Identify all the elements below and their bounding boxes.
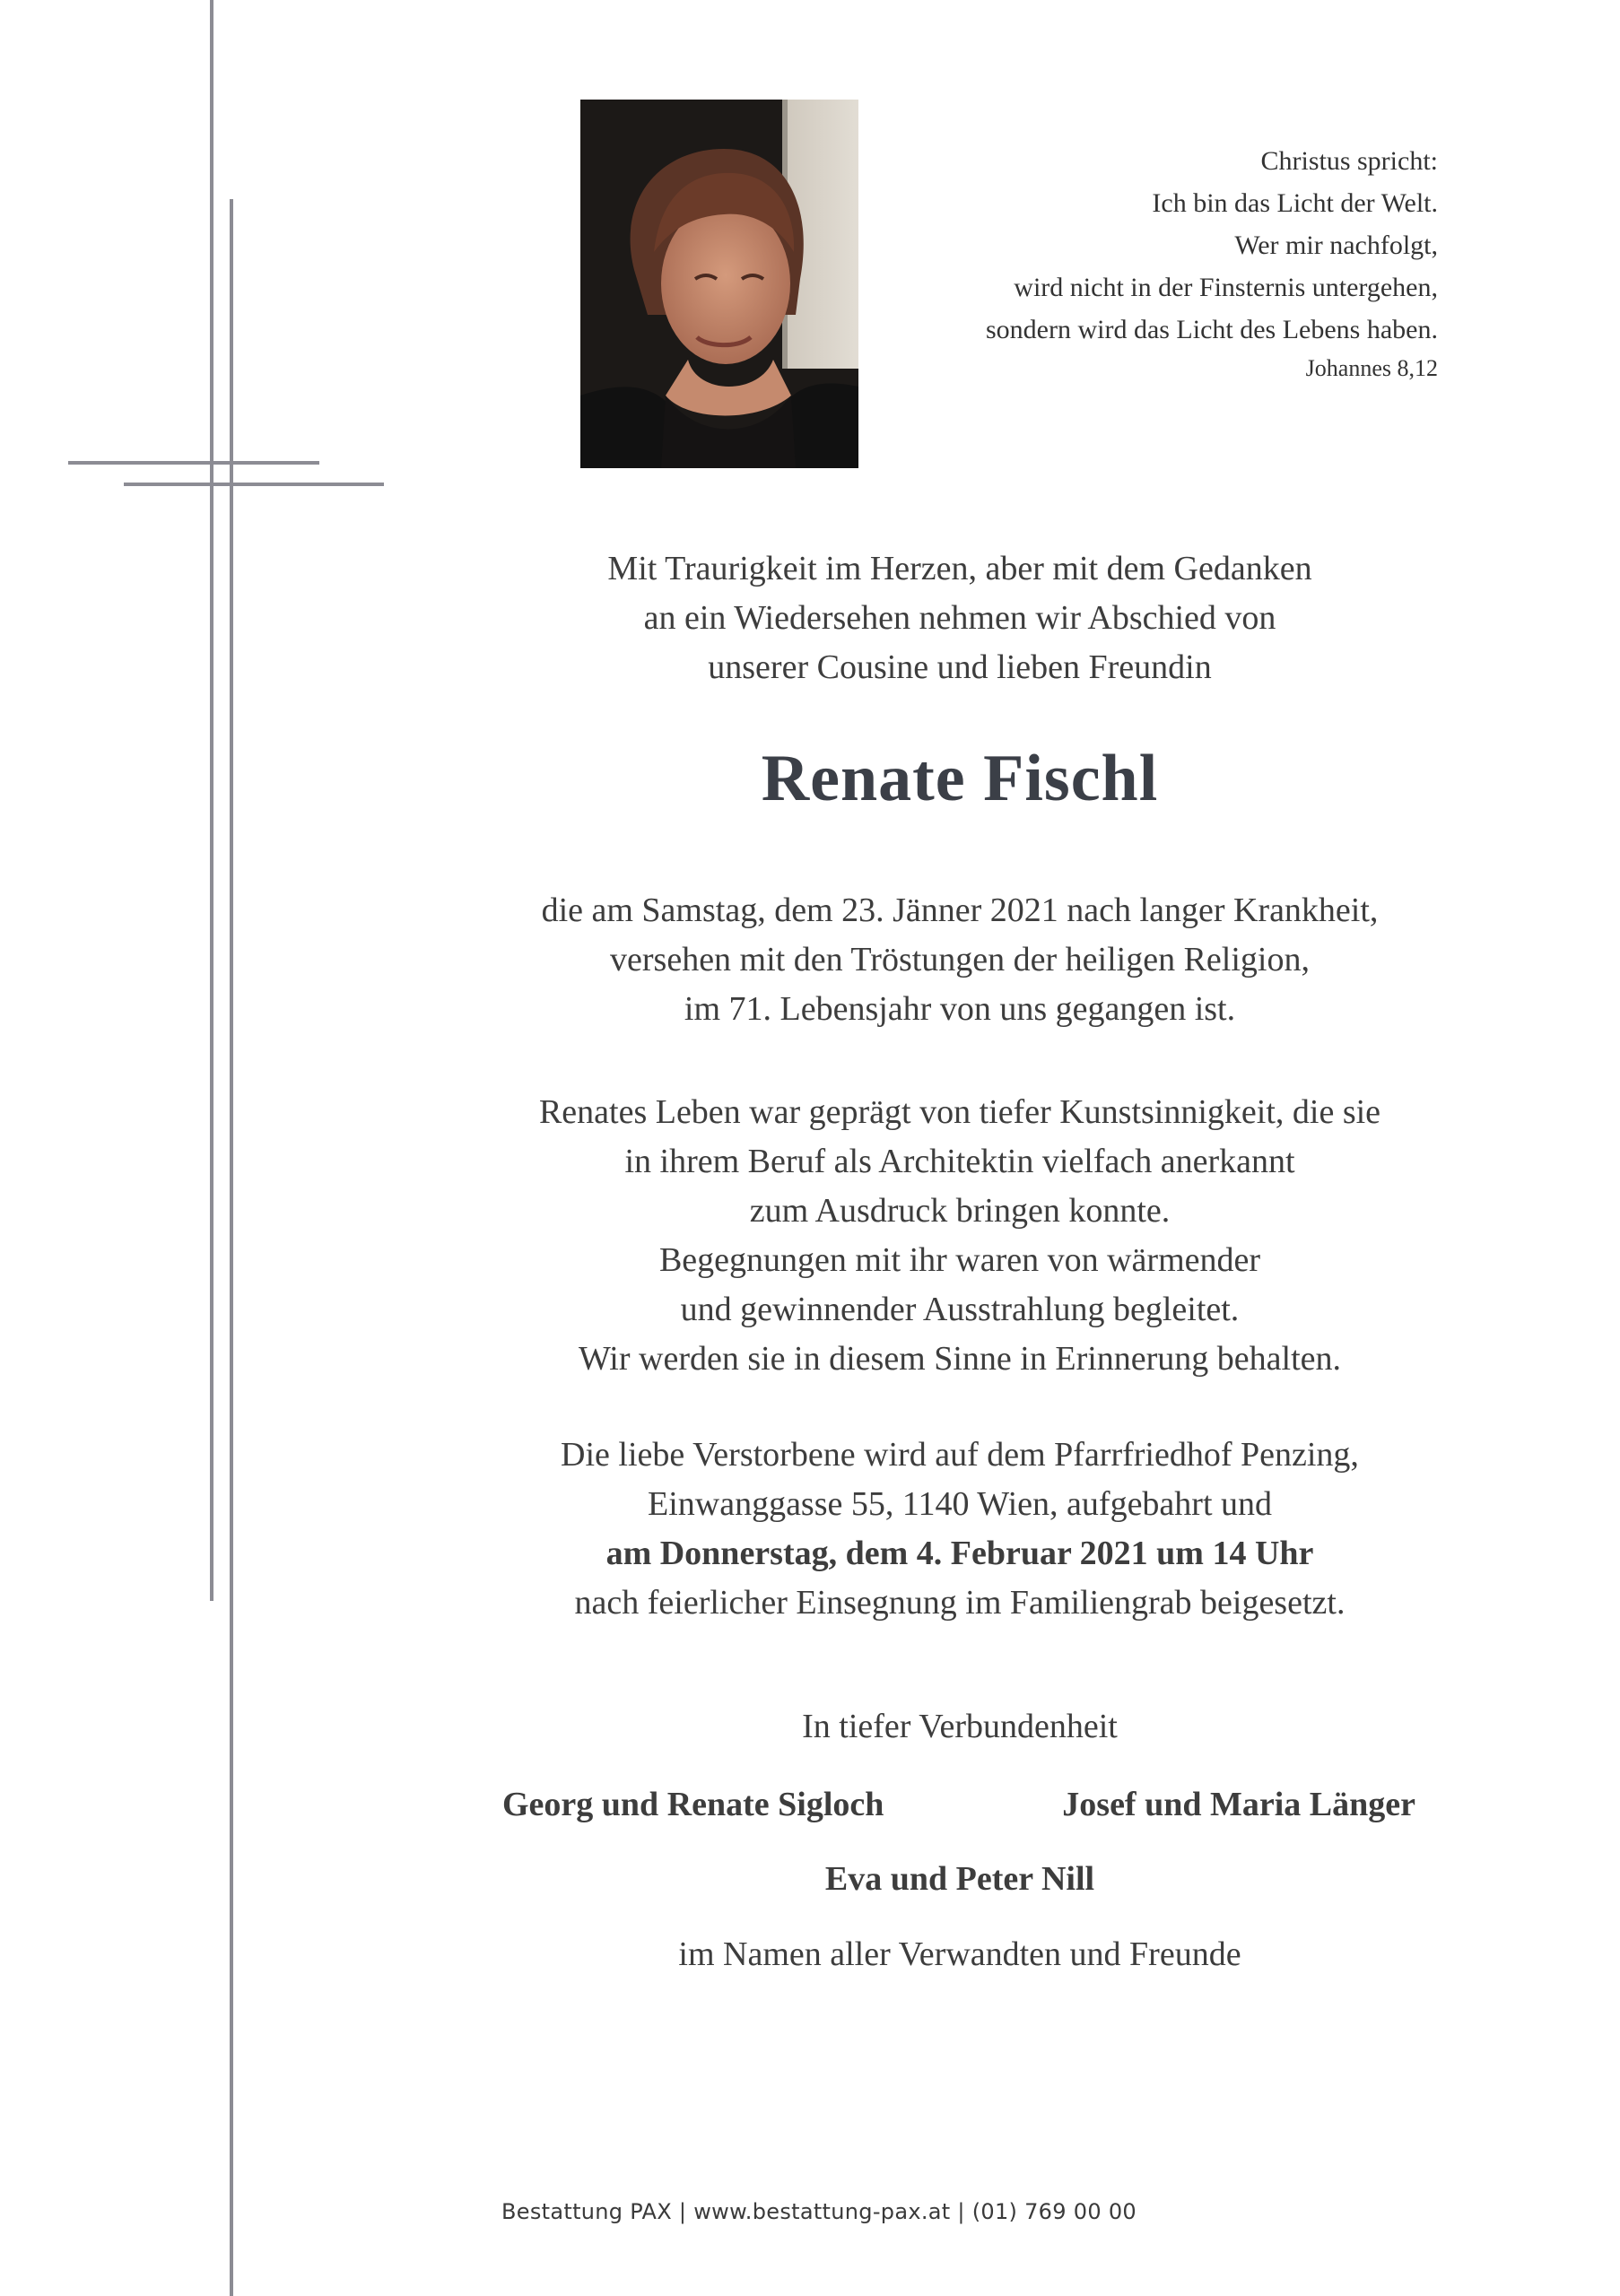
death-notice [422,886,1498,1034]
verse-line: Ich bin das Licht der Welt. [1152,188,1438,218]
burial-info [422,1431,1498,1628]
tribute-line: Begegnungen mit ihr waren von wärmender [658,1241,1261,1279]
verse-line: Wer mir nachfolgt, [1234,230,1438,260]
burial-date: am Donnerstag, dem 4. Februar 2021 um 14 Uhr [605,1535,1314,1572]
tribute-line: in ihrem Beruf als Architektin vielfach anerkannt [624,1143,1295,1180]
death-notice-line: versehen mit den Tröstungen der heiligen Religion, [610,941,1310,978]
intro-line: Mit Traurigkeit im Herzen, aber mit dem Gedanken [607,550,1312,587]
cross-vertical-line-offset [230,199,233,2296]
verse-reference: Johannes 8,12 [1305,355,1438,381]
verse-line: sondern wird das Licht des Lebens haben. [985,315,1438,344]
signatory: Eva und Peter Nill [824,1860,1095,1898]
cross-horizontal-line [68,461,319,465]
footer-contact: Bestattung PAX | www.bestattung-pax.at | (01) 769 00 00 [501,2199,1137,2224]
burial-line: nach feierlicher Einsegnung im Familiengrab beigesetzt. [574,1584,1346,1622]
bible-verse [810,140,1438,387]
closing-phrase: In tiefer Verbundenheit [802,1708,1118,1745]
intro-text [422,544,1498,692]
cross-vertical-line [210,0,213,1601]
family-line: im Namen aller Verwandten und Freunde [678,1935,1241,1973]
intro-line: unserer Cousine und lieben Freundin [708,648,1212,686]
tribute-line: zum Ausdruck bringen konnte. [749,1192,1171,1230]
tribute-text [422,1088,1498,1384]
death-notice-line: die am Samstag, dem 23. Jänner 2021 nach langer Krankheit, [541,891,1379,929]
deceased-name: Renate Fischl [761,742,1159,815]
signatory: Georg und Renate Sigloch [502,1786,884,1823]
death-notice-line: im 71. Lebensjahr von uns gegangen ist. [684,990,1236,1028]
cross-horizontal-line-offset [124,483,384,486]
tribute-line: und gewinnender Ausstrahlung begleitet. [680,1291,1240,1328]
intro-line: an ein Wiedersehen nehmen wir Abschied von [643,599,1276,637]
burial-line: Einwanggasse 55, 1140 Wien, aufgebahrt und [647,1485,1273,1523]
burial-line: Die liebe Verstorbene wird auf dem Pfarrfriedhof Penzing, [561,1436,1359,1474]
tribute-line: Wir werden sie in diesem Sinne in Erinnerung behalten. [578,1340,1342,1378]
verse-line: wird nicht in der Finsternis untergehen, [1014,273,1438,302]
signatory: Josef und Maria Länger [1062,1786,1415,1823]
tribute-line: Renates Leben war geprägt von tiefer Kunstsinnigkeit, die sie [538,1093,1381,1131]
verse-line: Christus spricht: [1260,146,1438,176]
